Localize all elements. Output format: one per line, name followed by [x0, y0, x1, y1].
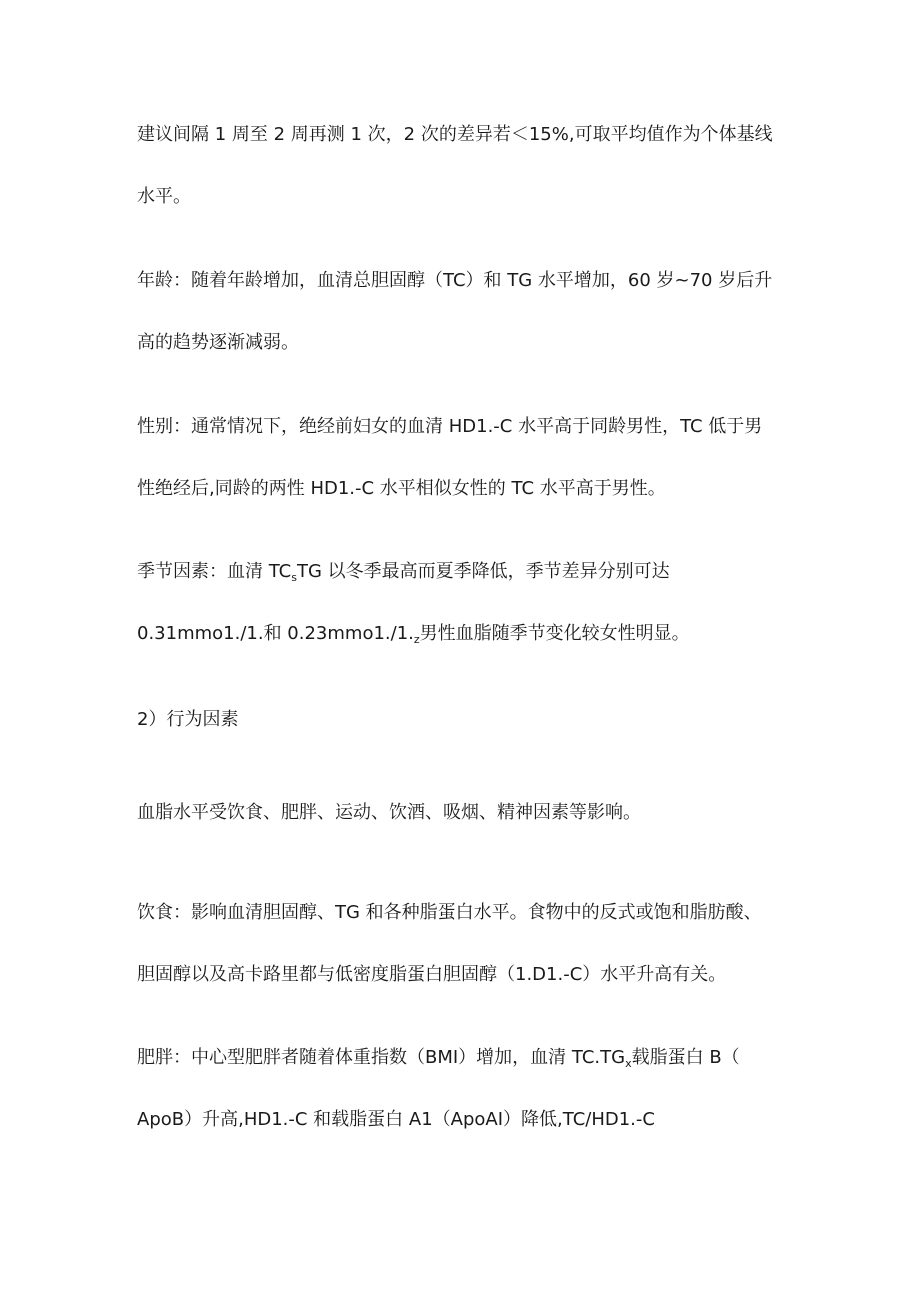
text-segment: TG 以冬季最高而夏季降低，季节差异分别可达	[296, 561, 670, 582]
paragraph-obesity	[137, 1027, 792, 1151]
section-heading-behavior	[137, 689, 792, 751]
paragraph-line	[137, 541, 792, 603]
paragraph-line: 高的趋势逐渐减弱。	[137, 332, 299, 353]
paragraph-line: 性别：通常情况下，绝经前妇女的血清 HD1.-C 水平高于同龄男性，TC 低于男	[137, 416, 763, 437]
text-segment: 肥胖：中心型肥胖者随着体重指数（BMI）增加，血清 TC.TG	[137, 1047, 626, 1068]
paragraph-season	[137, 541, 792, 665]
paragraph-line	[137, 603, 792, 665]
paragraph-retest-interval	[137, 104, 792, 228]
paragraph-line: 胆固醇以及高卡路里都与低密度脂蛋白胆固醇（1.D1.-C）水平升高有关。	[137, 964, 727, 985]
paragraph-line: 水平。	[137, 186, 191, 207]
text-segment: 男性血脂随季节变化较女性明显。	[419, 623, 690, 644]
paragraph-age	[137, 250, 792, 374]
paragraph-sex	[137, 396, 792, 520]
paragraph-diet	[137, 882, 792, 1006]
paragraph-line: 性绝经后,同龄的两性 HD1.-C 水平相似女性的 TC 水平高于男性。	[137, 478, 666, 499]
paragraph-line: 饮食：影响血清胆固醇、TG 和各种脂蛋白水平。食物中的反式或饱和脂肪酸、	[137, 902, 762, 923]
paragraph-line: 年龄：随着年龄增加，血清总胆固醇（TC）和 TG 水平增加，60 岁~70 岁后升	[137, 270, 773, 291]
subscript: z	[413, 633, 420, 646]
text-segment: 季节因素：血清 TC	[137, 561, 292, 582]
paragraph-line: 建议间隔 1 周至 2 周再测 1 次，2 次的差异若＜15%,可取平均值作为个体基线	[137, 124, 773, 145]
text-segment: 载脂蛋白 B（	[631, 1047, 740, 1068]
text-segment: 0.31mmo1./1.和 0.23mmo1./1.	[137, 623, 414, 644]
paragraph-line: 血脂水平受饮食、肥胖、运动、饮酒、吸烟、精神因素等影响。	[137, 802, 641, 823]
subscript: x	[625, 1057, 632, 1070]
subscript: s	[291, 571, 297, 584]
paragraph-line	[137, 1027, 792, 1089]
paragraph-behavior-summary	[137, 782, 792, 844]
paragraph-line: ApoB）升高,HD1.-C 和载脂蛋白 A1（ApoAI）降低,TC/HD1.-C	[137, 1109, 655, 1130]
heading-line: 2）行为因素	[137, 709, 239, 730]
